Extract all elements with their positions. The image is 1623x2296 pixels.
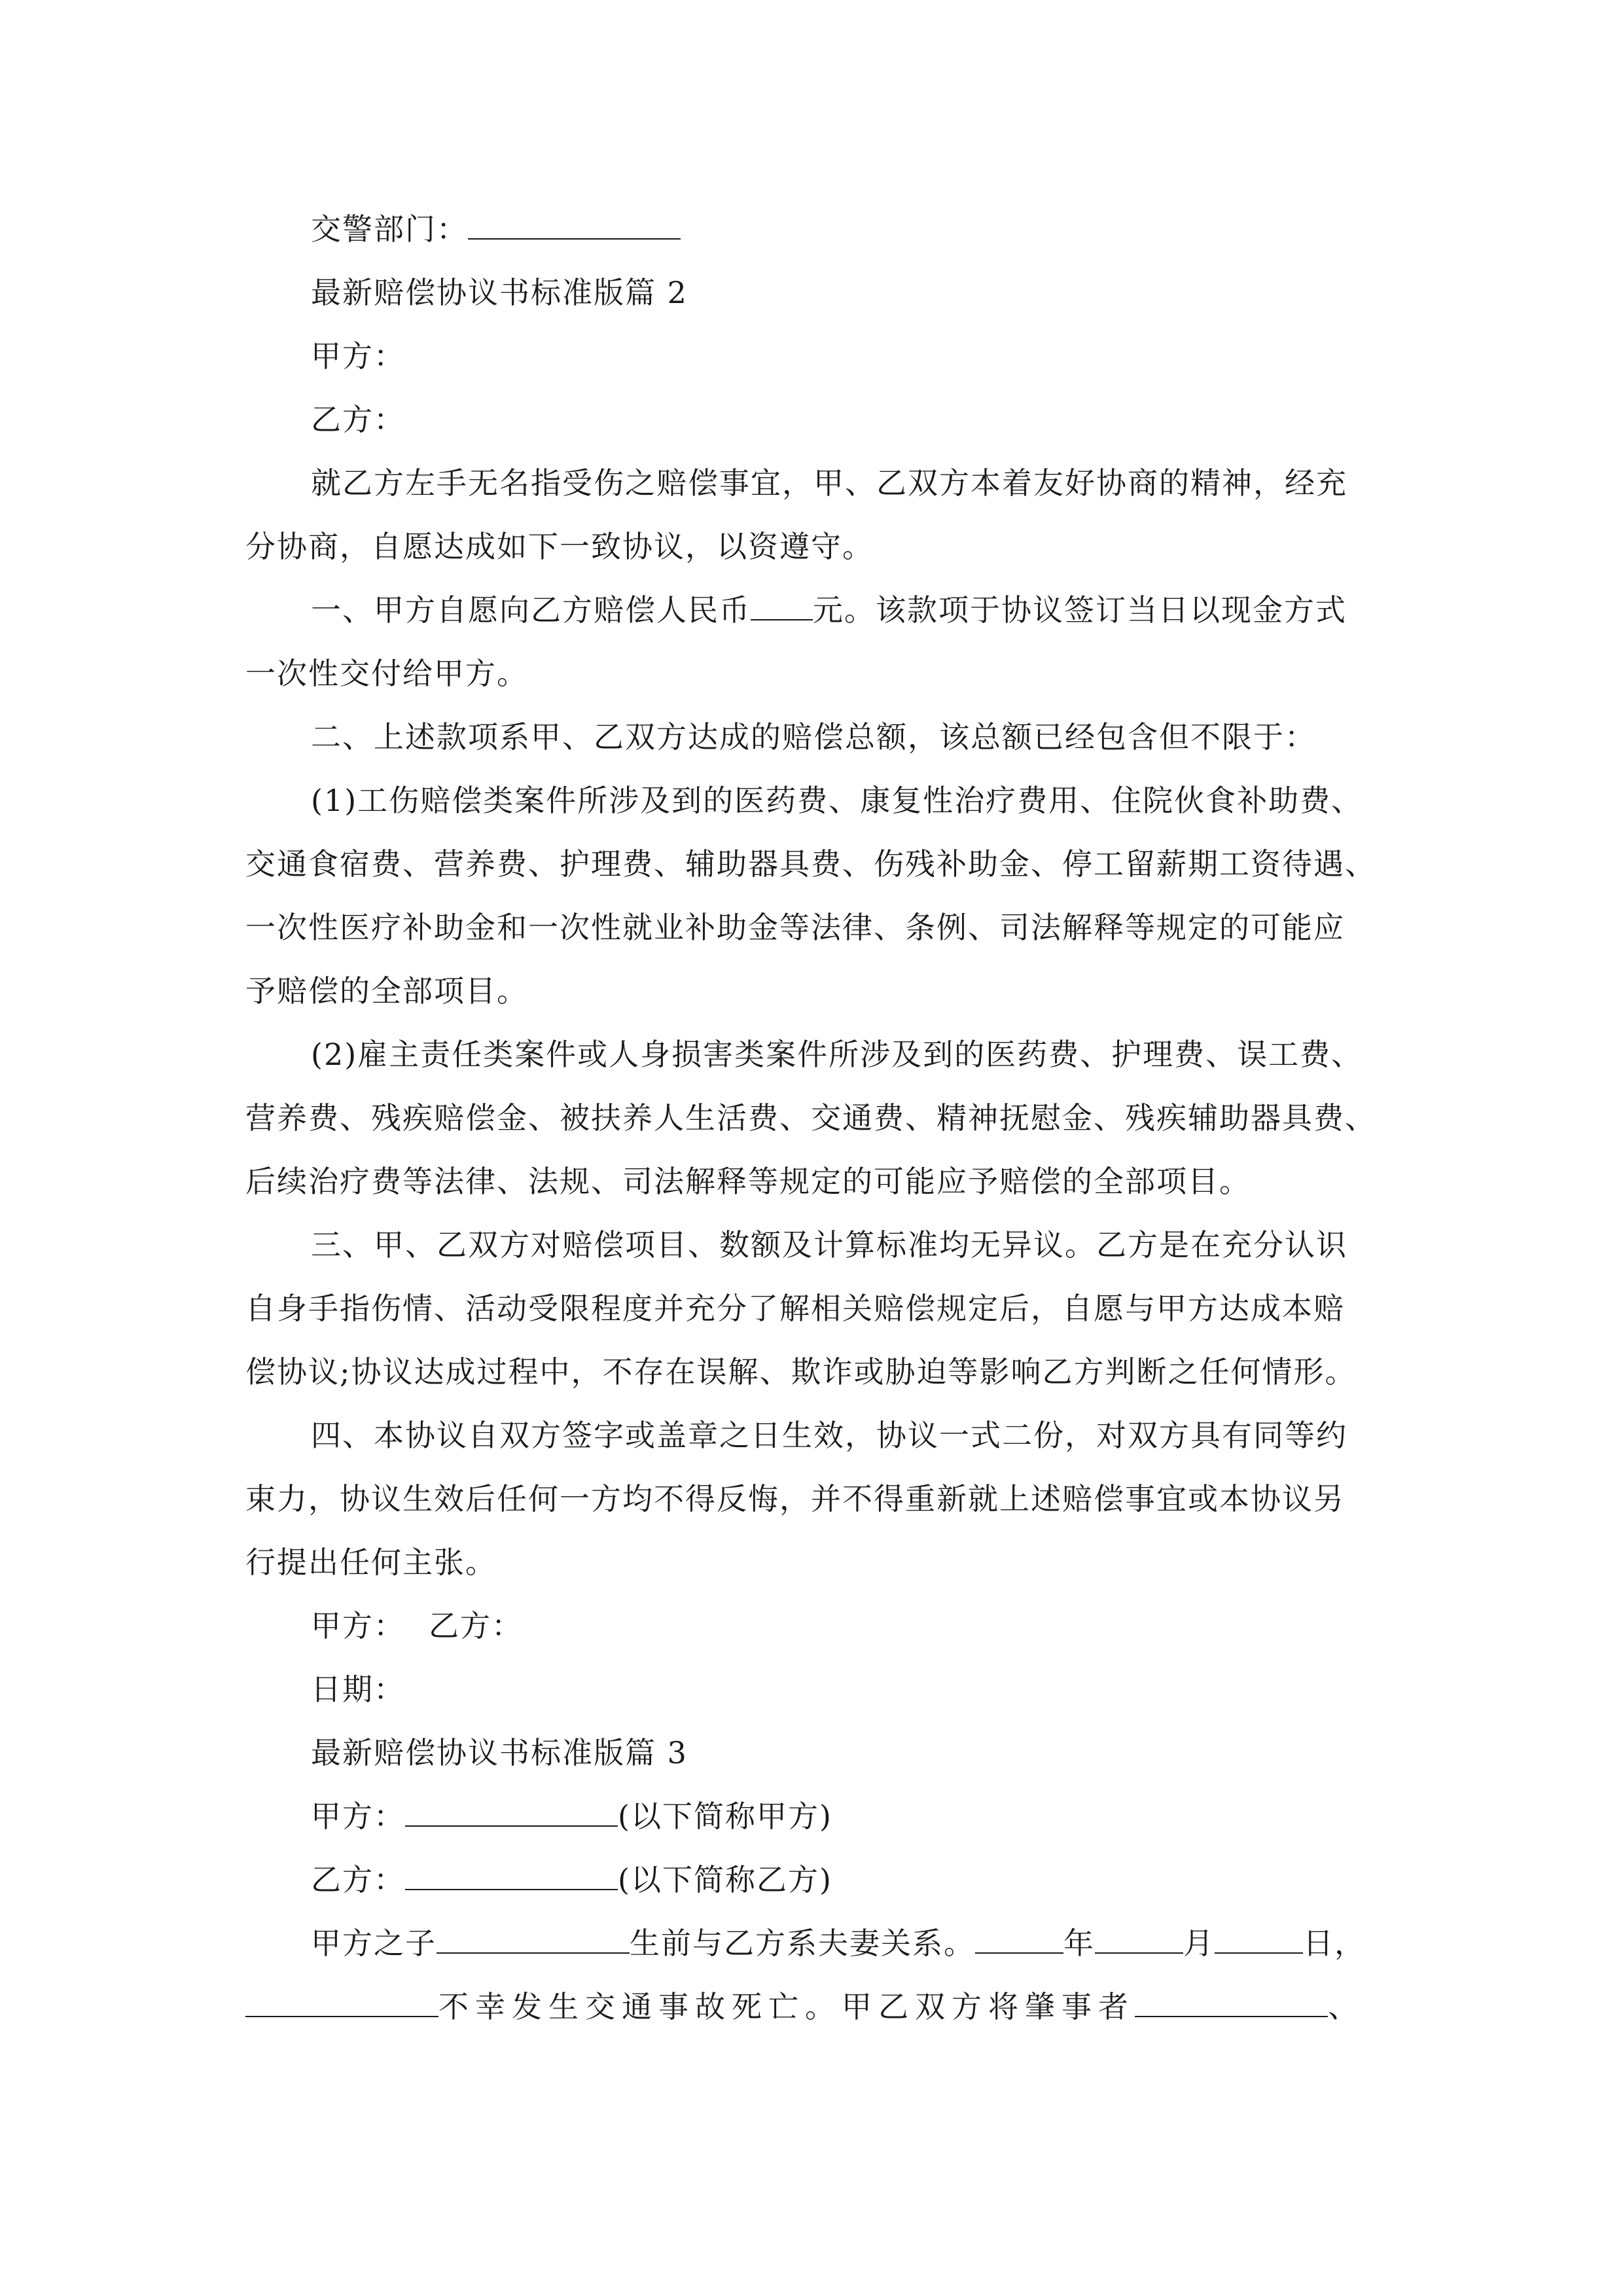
paragraph-line: 分协商，自愿达成如下一致协议，以资遵守。 — [245, 529, 874, 564]
party-b-line — [311, 1860, 832, 1899]
party-a-line — [311, 1797, 832, 1836]
party-a-signature-label: 甲方： — [311, 1608, 405, 1643]
name-blank — [437, 1926, 630, 1954]
offender-blank — [1135, 1990, 1328, 2017]
traffic-police-line — [311, 209, 681, 249]
signature-line — [311, 1606, 523, 1645]
blank-field — [468, 212, 681, 240]
party-b-blank — [405, 1863, 618, 1890]
party-a-label: 甲方： — [311, 338, 405, 374]
party-a-abbrev: (以下简称甲方) — [618, 1799, 832, 1834]
paragraph-line: 束力，协议生效后任何一方均不得反悔，并不得重新就上述赔偿事宜或本协议另 — [245, 1481, 1345, 1516]
paragraph-line: 一次性交付给甲方。 — [245, 656, 528, 691]
clause-1-text-cont: 元。该款项于协议签订当日以现金方式 — [813, 592, 1347, 628]
item-1-line: (1)工伤赔偿类案件所涉及到的医药费、康复性治疗费用、住院伙食补助费、 — [311, 783, 1363, 818]
paragraph-line: 行提出任何主张。 — [245, 1545, 497, 1580]
party-b-label: 乙方： — [311, 402, 405, 437]
party-b-label-3: 乙方： — [311, 1862, 405, 1897]
day-label: 日， — [1303, 1926, 1366, 1961]
accident-line — [245, 1987, 1364, 2026]
location-blank — [245, 1990, 438, 2017]
deceased-label: 甲方之子 — [311, 1926, 437, 1961]
paragraph-line: 自身手指伤情、活动受限程度并充分了解相关赔偿规定后，自愿与甲方达成本赔 — [245, 1291, 1345, 1326]
clause-1-text: 一、甲方自愿向乙方赔偿人民币 — [311, 592, 751, 628]
section-title-2: 最新赔偿协议书标准版篇 2 — [311, 275, 688, 310]
item-2-line: (2)雇主责任类案件或人身损害类案件所涉及到的医药费、护理费、误工费、 — [311, 1037, 1363, 1072]
clause-3-line: 三、甲、乙双方对赔偿项目、数额及计算标准均无异议。乙方是在充分认识 — [311, 1227, 1347, 1263]
paragraph-line: 一次性医疗补助金和一次性就业补助金等法律、条例、司法解释等规定的可能应 — [245, 910, 1345, 945]
clause-4-line: 四、本协议自双方签字或盖章之日生效，协议一式二份，对双方具有同等约 — [311, 1418, 1347, 1453]
party-a-label-3: 甲方： — [311, 1799, 405, 1834]
amount-blank — [751, 593, 813, 620]
enumeration-comma: 、 — [1328, 1989, 1364, 2024]
deceased-line — [311, 1924, 1366, 1963]
traffic-police-label: 交警部门： — [311, 211, 468, 247]
marriage-text: 生前与乙方系夫妻关系。 — [630, 1926, 975, 1961]
clause-1-line — [311, 590, 1347, 630]
paragraph-line: 后续治疗费等法律、法规、司法解释等规定的可能应予赔偿的全部项目。 — [245, 1164, 1251, 1199]
party-b-abbrev: (以下简称乙方) — [618, 1862, 832, 1897]
year-label: 年 — [1063, 1926, 1095, 1961]
day-blank — [1215, 1926, 1303, 1954]
paragraph-line: 偿协议;协议达成过程中，不存在误解、欺诈或胁迫等影响乙方判断之任何情形。 — [245, 1354, 1357, 1390]
date-label: 日期： — [311, 1672, 405, 1707]
paragraph-line: 营养费、残疾赔偿金、被扶养人生活费、交通费、精神抚慰金、残疾辅助器具费、 — [245, 1100, 1376, 1136]
clause-2-line: 二、上述款项系甲、乙双方达成的赔偿总额，该总额已经包含但不限于： — [311, 719, 1316, 755]
month-label: 月 — [1183, 1926, 1215, 1961]
section-title-3: 最新赔偿协议书标准版篇 3 — [311, 1735, 688, 1770]
paragraph-line: 交通食宿费、营养费、护理费、辅助器具费、伤残补助金、停工留薪期工资待遇、 — [245, 846, 1376, 882]
paragraph-line: 予赔偿的全部项目。 — [245, 973, 528, 1009]
year-blank — [975, 1926, 1063, 1954]
month-blank — [1095, 1926, 1183, 1954]
accident-text: 不幸发生交通事故死亡。甲乙双方将肇事者 — [438, 1989, 1135, 2024]
party-b-signature-label: 乙方： — [429, 1608, 523, 1643]
paragraph-line: 就乙方左手无名指受伤之赔偿事宜，甲、乙双方本着友好协商的精神，经充 — [311, 465, 1347, 501]
party-a-blank — [405, 1799, 618, 1827]
